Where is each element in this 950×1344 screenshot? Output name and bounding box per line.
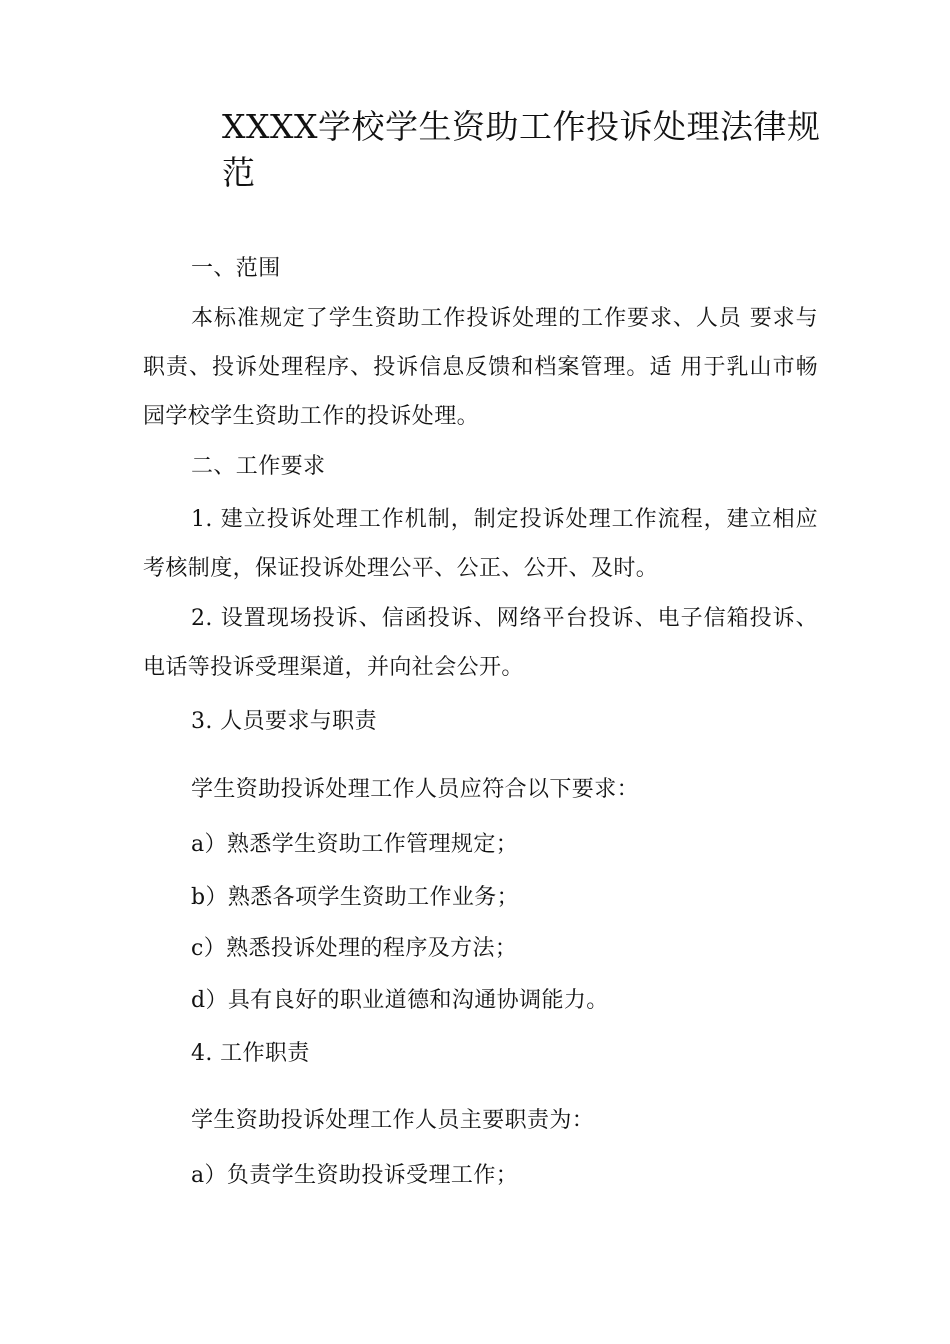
document-title: XXXX学校学生资助工作投诉处理法律规范 [222,107,821,192]
paragraph-item-2: 2. 设置现场投诉、信函投诉、网络平台投诉、电子信箱投诉、电话等投诉受理渠道，并向社会公开。 [143,606,818,680]
paragraph-scope-text: 本标准规定了学生资助工作投诉处理的工作要求、人员 要求与职责、投诉处理程序、投诉信息反馈和档案管理。适 用于乳山市畅园学校学生资助工作的投诉处理。 [143,306,818,429]
section-heading-work-requirements: 二、工作要求 [191,454,326,479]
section-heading-scope: 一、范围 [191,256,281,281]
paragraph-item-1: 1. 建立投诉处理工作机制，制定投诉处理工作流程，建立相应考核制度，保证投诉处理公平、公正、公开、及时。 [143,507,818,581]
list-item-d: d）具有良好的职业道德和沟通协调能力。 [191,988,609,1013]
list-item-duty-a: a）负责学生资助投诉受理工作； [191,1163,519,1188]
list-item-a: a）熟悉学生资助工作管理规定； [191,832,519,857]
paragraph-item-3-heading: 3. 人员要求与职责 [191,709,377,734]
list-item-b: b）熟悉各项学生资助工作业务； [191,885,520,910]
paragraph-staff-requirements-intro: 学生资助投诉处理工作人员应符合以下要求： [191,777,640,802]
paragraph-duties-intro: 学生资助投诉处理工作人员主要职责为： [191,1108,595,1133]
paragraph-item-4-heading: 4. 工作职责 [191,1041,310,1066]
list-item-c: c）熟悉投诉处理的程序及方法； [191,936,518,961]
